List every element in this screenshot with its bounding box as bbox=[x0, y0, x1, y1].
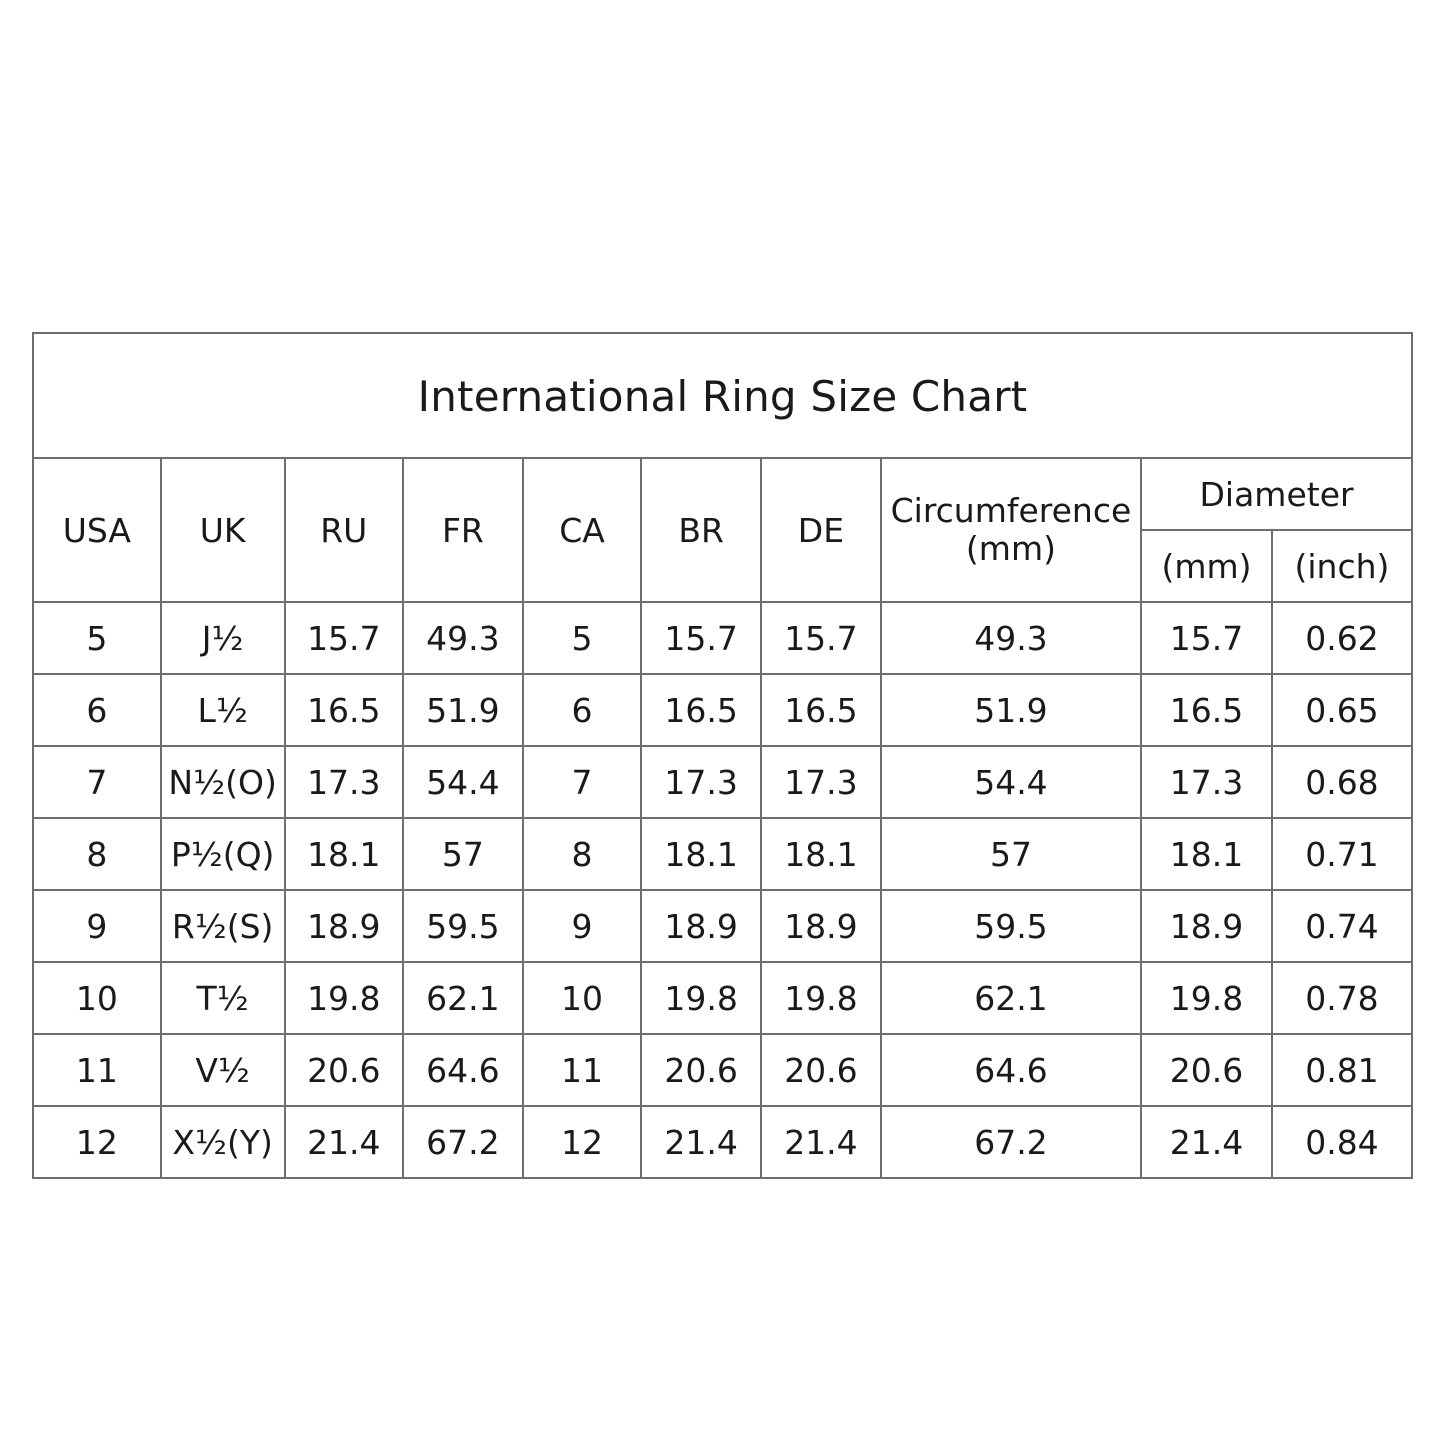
table-row bbox=[34, 818, 1411, 890]
cell-usa: 11 bbox=[34, 1034, 161, 1106]
table-row bbox=[34, 602, 1411, 674]
cell-uk: J½ bbox=[161, 602, 285, 674]
cell-diameter-mm: 16.5 bbox=[1141, 674, 1272, 746]
cell-diameter-inch: 0.71 bbox=[1272, 818, 1411, 890]
cell-diameter-mm: 21.4 bbox=[1141, 1106, 1272, 1177]
cell-de: 15.7 bbox=[761, 602, 881, 674]
column-header-usa: USA bbox=[34, 458, 161, 602]
page-title: International Ring Size Chart bbox=[417, 372, 1028, 421]
cell-diameter-mm: 15.7 bbox=[1141, 602, 1272, 674]
table-row bbox=[34, 962, 1411, 1034]
cell-usa: 8 bbox=[34, 818, 161, 890]
table-row bbox=[34, 674, 1411, 746]
column-header-fr: FR bbox=[403, 458, 523, 602]
cell-ru: 20.6 bbox=[285, 1034, 403, 1106]
cell-de: 19.8 bbox=[761, 962, 881, 1034]
column-header-uk: UK bbox=[161, 458, 285, 602]
cell-circumference-mm: 59.5 bbox=[881, 890, 1141, 962]
cell-diameter-inch: 0.62 bbox=[1272, 602, 1411, 674]
cell-diameter-inch: 0.65 bbox=[1272, 674, 1411, 746]
cell-ca: 11 bbox=[523, 1034, 641, 1106]
table-body bbox=[34, 602, 1411, 1177]
cell-br: 21.4 bbox=[641, 1106, 761, 1177]
cell-de: 16.5 bbox=[761, 674, 881, 746]
cell-br: 18.1 bbox=[641, 818, 761, 890]
cell-usa: 6 bbox=[34, 674, 161, 746]
cell-de: 18.1 bbox=[761, 818, 881, 890]
cell-fr: 64.6 bbox=[403, 1034, 523, 1106]
cell-ca: 9 bbox=[523, 890, 641, 962]
column-header-diameter-mm: (mm) bbox=[1141, 530, 1272, 602]
cell-fr: 54.4 bbox=[403, 746, 523, 818]
cell-br: 17.3 bbox=[641, 746, 761, 818]
cell-ca: 12 bbox=[523, 1106, 641, 1177]
cell-de: 21.4 bbox=[761, 1106, 881, 1177]
cell-fr: 57 bbox=[403, 818, 523, 890]
table-row bbox=[34, 746, 1411, 818]
cell-br: 19.8 bbox=[641, 962, 761, 1034]
column-header-br: BR bbox=[641, 458, 761, 602]
cell-fr: 51.9 bbox=[403, 674, 523, 746]
cell-uk: N½(O) bbox=[161, 746, 285, 818]
cell-ca: 8 bbox=[523, 818, 641, 890]
cell-ru: 21.4 bbox=[285, 1106, 403, 1177]
cell-fr: 62.1 bbox=[403, 962, 523, 1034]
cell-diameter-mm: 19.8 bbox=[1141, 962, 1272, 1034]
cell-ru: 17.3 bbox=[285, 746, 403, 818]
cell-circumference-mm: 67.2 bbox=[881, 1106, 1141, 1177]
cell-ru: 18.9 bbox=[285, 890, 403, 962]
cell-diameter-inch: 0.74 bbox=[1272, 890, 1411, 962]
table-row bbox=[34, 890, 1411, 962]
cell-fr: 67.2 bbox=[403, 1106, 523, 1177]
cell-usa: 5 bbox=[34, 602, 161, 674]
table-row bbox=[34, 1034, 1411, 1106]
cell-ca: 6 bbox=[523, 674, 641, 746]
cell-ru: 16.5 bbox=[285, 674, 403, 746]
cell-diameter-inch: 0.68 bbox=[1272, 746, 1411, 818]
cell-circumference-mm: 51.9 bbox=[881, 674, 1141, 746]
cell-usa: 7 bbox=[34, 746, 161, 818]
ring-size-table bbox=[34, 457, 1411, 1177]
cell-br: 18.9 bbox=[641, 890, 761, 962]
cell-circumference-mm: 62.1 bbox=[881, 962, 1141, 1034]
cell-br: 15.7 bbox=[641, 602, 761, 674]
column-header-circumference bbox=[881, 458, 1141, 602]
cell-fr: 59.5 bbox=[403, 890, 523, 962]
cell-diameter-mm: 18.1 bbox=[1141, 818, 1272, 890]
cell-uk: R½(S) bbox=[161, 890, 285, 962]
ring-size-chart-card bbox=[32, 332, 1413, 1179]
cell-ru: 18.1 bbox=[285, 818, 403, 890]
column-header-diameter-group: Diameter bbox=[1141, 458, 1411, 530]
cell-de: 18.9 bbox=[761, 890, 881, 962]
cell-circumference-mm: 64.6 bbox=[881, 1034, 1141, 1106]
cell-diameter-mm: 17.3 bbox=[1141, 746, 1272, 818]
column-header-ru: RU bbox=[285, 458, 403, 602]
cell-uk: X½(Y) bbox=[161, 1106, 285, 1177]
cell-br: 16.5 bbox=[641, 674, 761, 746]
cell-circumference-mm: 54.4 bbox=[881, 746, 1141, 818]
cell-ca: 5 bbox=[523, 602, 641, 674]
cell-circumference-mm: 49.3 bbox=[881, 602, 1141, 674]
table-header-row-primary bbox=[34, 458, 1411, 530]
cell-de: 17.3 bbox=[761, 746, 881, 818]
cell-br: 20.6 bbox=[641, 1034, 761, 1106]
cell-uk: V½ bbox=[161, 1034, 285, 1106]
table-row bbox=[34, 1106, 1411, 1177]
cell-diameter-mm: 18.9 bbox=[1141, 890, 1272, 962]
cell-uk: T½ bbox=[161, 962, 285, 1034]
cell-uk: L½ bbox=[161, 674, 285, 746]
table-header bbox=[34, 458, 1411, 602]
cell-usa: 9 bbox=[34, 890, 161, 962]
column-header-circumference-line1: Circumference bbox=[890, 491, 1132, 531]
cell-ca: 10 bbox=[523, 962, 641, 1034]
cell-diameter-inch: 0.81 bbox=[1272, 1034, 1411, 1106]
cell-diameter-mm: 20.6 bbox=[1141, 1034, 1272, 1106]
cell-de: 20.6 bbox=[761, 1034, 881, 1106]
cell-diameter-inch: 0.84 bbox=[1272, 1106, 1411, 1177]
cell-circumference-mm: 57 bbox=[881, 818, 1141, 890]
column-header-circumference-line2: (mm) bbox=[965, 529, 1056, 568]
column-header-de: DE bbox=[761, 458, 881, 602]
cell-ca: 7 bbox=[523, 746, 641, 818]
cell-ru: 15.7 bbox=[285, 602, 403, 674]
cell-uk: P½(Q) bbox=[161, 818, 285, 890]
cell-usa: 10 bbox=[34, 962, 161, 1034]
cell-ru: 19.8 bbox=[285, 962, 403, 1034]
cell-usa: 12 bbox=[34, 1106, 161, 1177]
cell-fr: 49.3 bbox=[403, 602, 523, 674]
cell-diameter-inch: 0.78 bbox=[1272, 962, 1411, 1034]
column-header-ca: CA bbox=[523, 458, 641, 602]
column-header-diameter-inch: (inch) bbox=[1272, 530, 1411, 602]
